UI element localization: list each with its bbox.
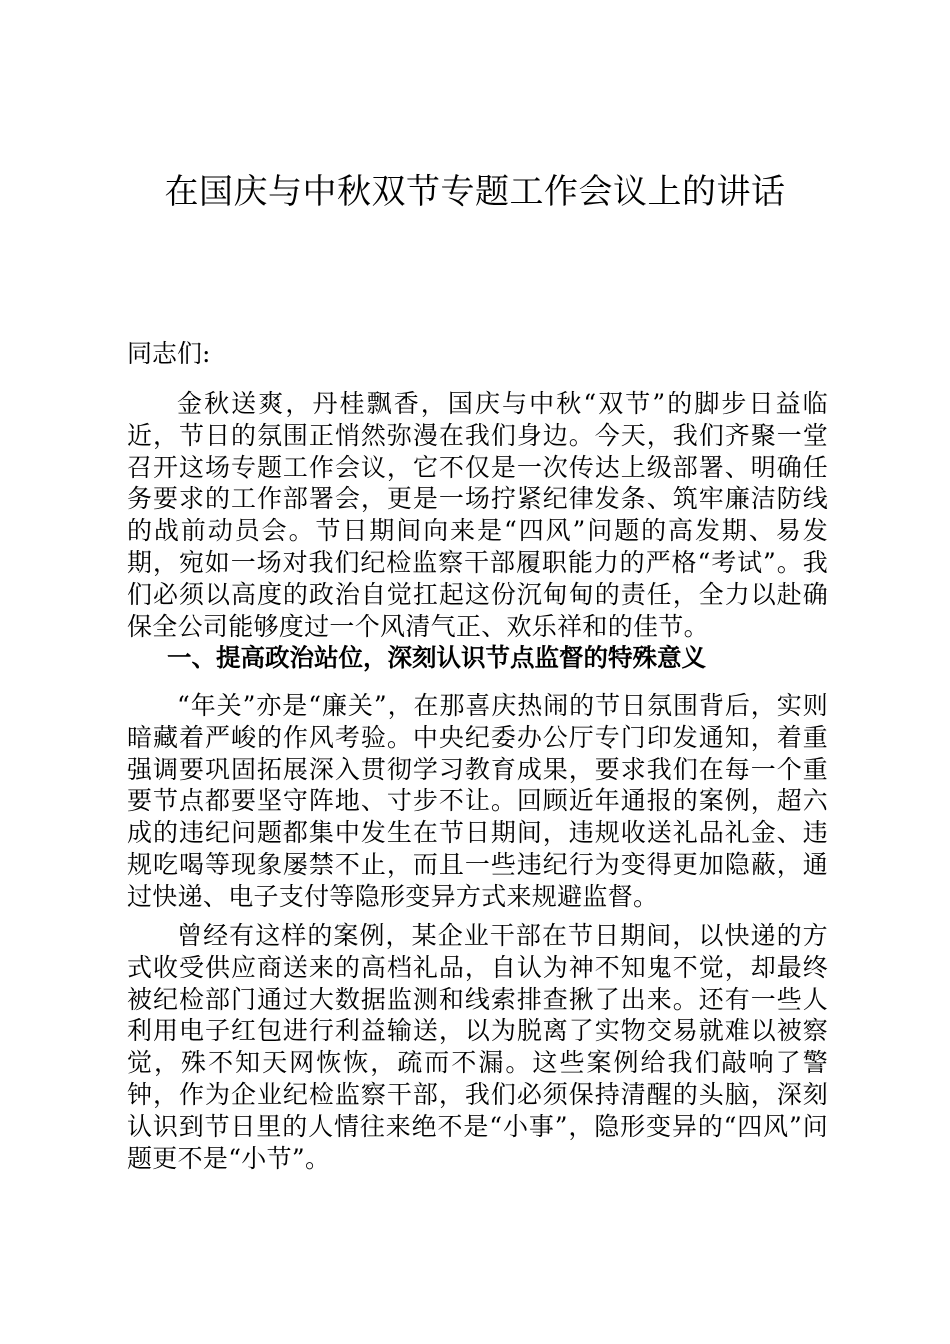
- section-heading-1: 一、提高政治站位，深刻认识节点监督的特殊意义: [167, 643, 706, 672]
- body-paragraph-2: “年关”亦是“廉关”，在那喜庆热闹的节日氛围背后，实则暗藏着严峻的作风考验。中央纪委办公厅专门印发通知，着重强调要巩固拓展深入贯彻学习教育成果，要求我们在每一个重要节点都要坚守阵地、寸步不让。回顾近年通报的案例，超六成的违纪问题都集中发生在节日期间，违规收送礼品礼金、违规吃喝等现象屡禁不止，而且一些违纪行为变得更加隐蔽，通过快递、电子支付等隐形变异方式来规避监督。: [127, 691, 828, 911]
- body-paragraph-1: 金秋送爽，丹桂飘香，国庆与中秋“双节”的脚步日益临近，节日的氛围正悄然弥漫在我们身边。今天，我们齐聚一堂召开这场专题工作会议，它不仅是一次传达上级部署、明确任务要求的工作部署会，更是一场拧紧纪律发条、筑牢廉洁防线的战前动员会。节日期间向来是“四风”问题的高发期、易发期，宛如一场对我们纪检监察干部履职能力的严格“考试”。我们必须以高度的政治自觉扛起这份沉甸甸的责任，全力以赴确保全公司能够度过一个风清气正、欢乐祥和的佳节。: [127, 389, 828, 641]
- salutation: 同志们:: [127, 339, 211, 368]
- document-title: 在国庆与中秋双节专题工作会议上的讲话: [164, 172, 786, 212]
- body-paragraph-3: 曾经有这样的案例，某企业干部在节日期间，以快递的方式收受供应商送来的高档礼品，自认为神不知鬼不觉，却最终被纪检部门通过大数据监测和线索排查揪了出来。还有一些人利用电子红包进行利益输送，以为脱离了实物交易就难以被察觉，殊不知天网恢恢，疏而不漏。这些案例给我们敲响了警钟，作为企业纪检监察干部，我们必须保持清醒的头脑，深刻认识到节日里的人情往来绝不是“小事”，隐形变异的“四风”问题更不是“小节”。: [127, 921, 828, 1173]
